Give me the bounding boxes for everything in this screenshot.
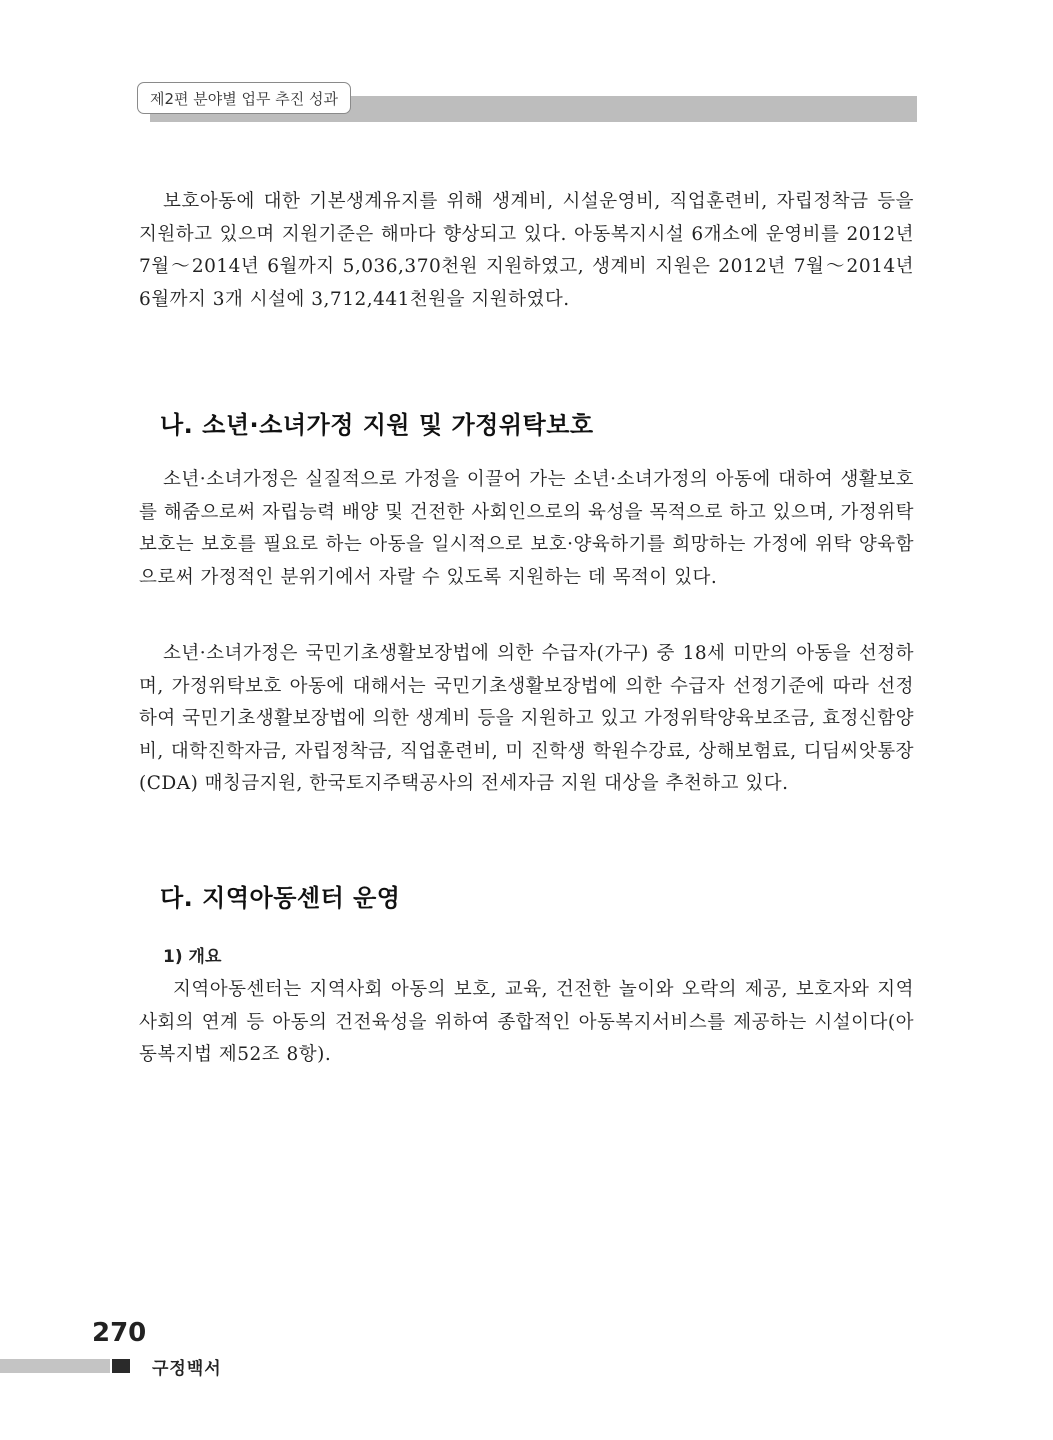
- section-na-paragraph-1: [139, 464, 914, 594]
- section-na-heading: 나. 소년·소녀가정 지원 및 가정위탁보호: [160, 411, 594, 439]
- section-na-paragraph-1-text: 소년·소녀가정은 실질적으로 가정을 이끌어 가는 소년·소녀가정의 아동에 대하여 생활보호를 해줌으로써 자립능력 배양 및 건전한 사회인으로의 육성을 목적으로 하고 있으며, 가정위탁보호는 보호를 필요로 하는 아동을 일시적으로 보호·양육하기를 희망하는 가정에 위탁 양육함으로써 가정적인 분위기에서 자랄 수 있도록 지원하는 데 목적이 있다.: [139, 469, 914, 588]
- page-number: 270: [92, 1318, 147, 1348]
- section-da-paragraph: [139, 974, 914, 1072]
- section-da-heading: 다. 지역아동센터 운영: [160, 884, 401, 912]
- intro-paragraph: [139, 186, 914, 316]
- section-na-paragraph-2: [139, 638, 914, 801]
- section-tab: 제2편 분야별 업무 추진 성과: [137, 82, 351, 114]
- intro-paragraph-text: 보호아동에 대한 기본생계유지를 위해 생계비, 시설운영비, 직업훈련비, 자립정착금 등을 지원하고 있으며 지원기준은 해마다 향상되고 있다. 아동복지시설 6개소에 운영비를 2012년 7월～2014년 6월까지 5,036,370천원 지원하였고, 생계비 지원은 2012년 7월～2014년 6월까지 3개 시설에 3,712,441천원을 지원하였다.: [139, 191, 914, 310]
- book-title: 구정백서: [152, 1359, 222, 1379]
- section-da-subheading: 1) 개요: [163, 947, 222, 967]
- footer-bar: [0, 1359, 110, 1373]
- section-na-paragraph-2-text: 소년·소녀가정은 국민기초생활보장법에 의한 수급자(가구) 중 18세 미만의 아동을 선정하며, 가정위탁보호 아동에 대해서는 국민기초생활보장법에 의한 수급자 선정기준에 따라 선정하여 국민기초생활보장법에 의한 생계비 등을 지원하고 있고 가정위탁양육보조금, 효정신함양비, 대학진학자금, 자립정착금, 직업훈련비, 미 진학생 학원수강료, 상해보험료, 디딤씨앗통장(CDA) 매칭금지원, 한국토지주택공사의 전세자금 지원 대상을 추천하고 있다.: [139, 643, 914, 794]
- footer-square-marker: [112, 1359, 130, 1373]
- section-da-paragraph-text: 지역아동센터는 지역사회 아동의 보호, 교육, 건전한 놀이와 오락의 제공, 보호자와 지역사회의 연계 등 아동의 건전육성을 위하여 종합적인 아동복지서비스를 제공하는 시설이다(아동복지법 제52조 8항).: [139, 979, 914, 1065]
